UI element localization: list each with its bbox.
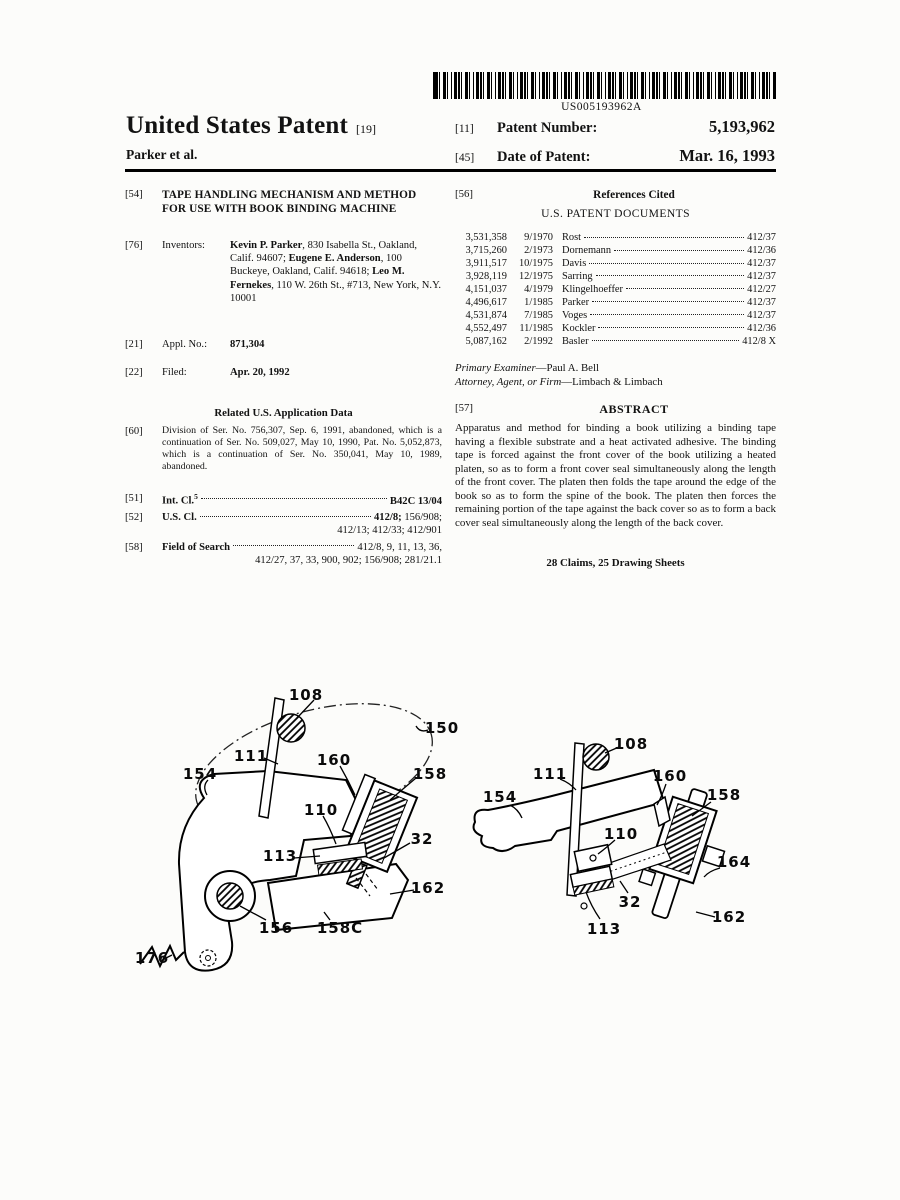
related-tag: [60] <box>125 426 143 438</box>
filed-value: Apr. 20, 1992 <box>230 367 290 379</box>
reference-row: 4,552,497 11/1985 Kockler 412/36 <box>465 322 776 334</box>
figure-ref-numeral: 160 <box>316 751 352 769</box>
header-left <box>126 112 426 163</box>
document-title: United States Patent <box>126 112 349 139</box>
abstract-text: Apparatus and method for binding a book utilizing a binding tape having a flexible substrate and a heat activated adhesive. The binding tape is forced against the front cover of the book utilizing a heated platen, so as to form a front cover seal simultaneously along the length of the front cover. The platen then folds the tape around the edge of the book so as to form the spine of the book. The platen then forces the remaining portion of the tape against the back cover so as to form a back cover seal simultaneously along the length of the back cover. <box>455 422 776 529</box>
reference-row: 5,087,162 2/1992 Basler 412/8 X <box>465 335 776 347</box>
roller <box>217 883 243 909</box>
header-divider <box>125 169 776 172</box>
header-right <box>455 117 775 175</box>
figure-ref-numeral: 32 <box>410 830 434 848</box>
invention-title: TAPE HANDLING MECHANISM AND METHOD FOR USE WITH BOOK BINDING MACHINE <box>162 189 417 216</box>
figure-ref-numeral: 158 <box>412 765 448 783</box>
int-cl-section <box>125 492 442 508</box>
abstract-heading-row <box>455 402 776 417</box>
lower-notch <box>639 869 655 885</box>
inventors-section <box>125 239 442 305</box>
attorney-label: Attorney, Agent, or Firm <box>455 375 562 388</box>
dot-leader <box>200 515 371 517</box>
inventors-tag: [76] <box>125 239 143 251</box>
figure-ref-numeral: 111 <box>233 747 269 765</box>
reference-row: 3,531,358 9/1970 Rost 412/37 <box>465 232 776 244</box>
int-cl-label: Int. Cl.$^5$ <box>162 492 198 507</box>
figure-ref-numeral: 176 <box>134 949 170 967</box>
figure-ref-numeral: 111 <box>532 765 568 783</box>
us-patent-documents-heading: U.S. PATENT DOCUMENTS <box>541 207 690 220</box>
filed-label: Filed: <box>162 367 187 379</box>
patent-date-tag: [45] <box>455 152 475 164</box>
application-number-section <box>125 338 442 351</box>
reference-row: 4,151,037 4/1979 Klingelhoeffer 412/27 <box>465 283 776 295</box>
knob <box>583 744 609 770</box>
reference-row: 4,531,874 7/1985 Voges 412/37 <box>465 309 776 321</box>
figure-ref-numeral: 110 <box>303 801 339 819</box>
abstract-tag: [57] <box>455 402 473 415</box>
field-value-line1: 412/8, 9, 11, 13, 36, <box>357 541 442 553</box>
figure-ref-numeral: 113 <box>262 847 298 865</box>
field-of-search-section <box>125 541 442 567</box>
related-text: Division of Ser. No. 756,307, Sep. 6, 1991, abandoned, which is a continuation of Ser. No. 509,027, May 10, 1990, Pat. No. 5,052,873, which is a continuation of Ser. No. 350,041, May 10, 1989, abandoned. <box>162 425 442 473</box>
figure-ref-numeral: 110 <box>603 825 639 843</box>
reference-row: 3,715,260 2/1973 Dornemann 412/36 <box>465 245 776 257</box>
field-tag: [58] <box>125 541 143 553</box>
inventors-label: Inventors: <box>162 239 205 251</box>
us-cl-section <box>125 511 442 537</box>
examiner-label: Primary Examiner <box>455 362 536 375</box>
appl-tag: [21] <box>125 339 143 351</box>
int-cl-tag: [51] <box>125 493 143 505</box>
barcode <box>433 72 776 99</box>
title-tag: [54] <box>125 189 143 200</box>
figure-ref-numeral: 158 <box>706 786 742 804</box>
attorney-name: Limbach & Limbach <box>572 375 663 388</box>
patent-date-row <box>455 146 775 166</box>
dot-leader <box>233 544 354 546</box>
filed-section <box>125 366 442 379</box>
figure-ref-numeral: 162 <box>410 879 446 897</box>
references-cited-heading: References Cited <box>593 189 675 201</box>
field-value-line2: 412/27, 37, 33, 900, 902; 156/908; 281/21.1 <box>255 554 442 566</box>
figure-ref-numeral: 108 <box>613 735 649 753</box>
examiner-name: Paul A. Bell <box>546 362 599 375</box>
knob <box>277 714 305 742</box>
figure-ref-numeral: 150 <box>424 719 460 737</box>
patent-date-value: Mar. 16, 1993 <box>679 146 775 165</box>
references-cited-heading-row <box>455 188 776 202</box>
kind-code-tag: [19] <box>356 122 377 136</box>
reference-row: 4,496,617 1/1985 Parker 412/37 <box>465 296 776 308</box>
references-column <box>455 188 776 571</box>
us-cl-value-line2: 412/13; 412/33; 412/901 <box>337 525 442 537</box>
references-list <box>455 232 776 348</box>
figure-ref-numeral: 32 <box>618 893 642 911</box>
figure-right <box>458 710 782 960</box>
bibliographic-column <box>125 188 442 567</box>
patent-number-tag: [11] <box>455 123 474 135</box>
related-data-heading: Related U.S. Application Data <box>214 406 353 419</box>
appl-label: Appl. No.: <box>162 339 208 351</box>
inventors-value: Kevin P. Parker, 830 Isabella St., Oakland, Calif. 94607; Eugene E. Anderson, 100 Buckeye, Oakland, Calif. 94618; Leo M. Fernekes, 110 W. 26th St., #713, New York, N.Y. 10001 <box>230 239 442 304</box>
us-cl-value: 412/8; 156/908; <box>374 512 442 524</box>
figure-left <box>118 668 480 1018</box>
claims-line: 28 Claims, 25 Drawing Sheets <box>546 557 685 570</box>
us-cl-label: U.S. Cl. <box>162 512 197 524</box>
barcode-text: US005193962A <box>561 101 642 113</box>
dot-leader <box>201 497 387 499</box>
figure-ref-numeral: 154 <box>182 765 218 783</box>
figure-ref-numeral: 158C <box>316 919 364 937</box>
figure-ref-numeral: 154 <box>482 788 518 806</box>
filed-tag: [22] <box>125 367 143 379</box>
int-cl-value: B42C 13/04 <box>389 495 442 507</box>
related-data-section <box>125 425 442 473</box>
patent-number-label: Patent Number: <box>497 120 598 136</box>
small-hole <box>581 903 587 909</box>
title-section <box>125 188 442 217</box>
references-tag: [56] <box>455 188 473 200</box>
field-label: Field of Search <box>162 541 231 553</box>
us-cl-tag: [52] <box>125 512 143 524</box>
patent-authors: Parker et al. <box>126 147 198 162</box>
examiner-line: Primary Examiner—Paul A. Bell <box>455 362 599 375</box>
abstract-heading: ABSTRACT <box>599 402 669 417</box>
patent-number-value: 5,193,962 <box>709 117 775 136</box>
patent-date-label: Date of Patent: <box>497 149 591 165</box>
appl-value: 871,304 <box>230 339 265 351</box>
reference-row: 3,928,119 12/1975 Sarring 412/37 <box>465 271 776 283</box>
figure-ref-numeral: 113 <box>586 920 622 938</box>
figure-ref-numeral: 108 <box>288 686 324 704</box>
figure-ref-numeral: 160 <box>652 767 688 785</box>
figure-ref-numeral: 162 <box>711 908 747 926</box>
patent-number-row <box>455 117 775 137</box>
figure-ref-numeral: 164 <box>716 853 752 871</box>
attorney-line: Attorney, Agent, or Firm—Limbach & Limbach <box>455 375 663 388</box>
figure-ref-numeral: 156 <box>258 919 294 937</box>
reference-row: 3,911,517 10/1975 Davis 412/37 <box>465 258 776 270</box>
